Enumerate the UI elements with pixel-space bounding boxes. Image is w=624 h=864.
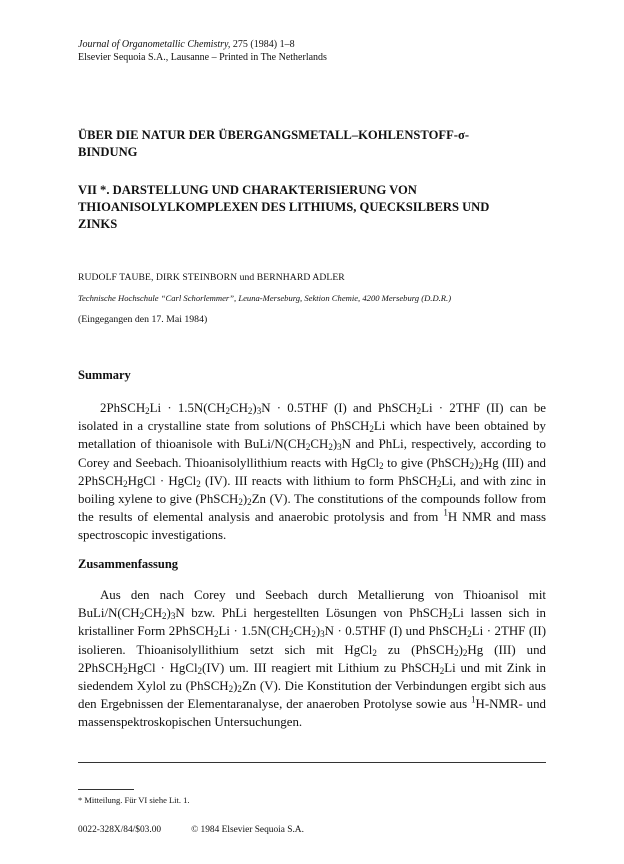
copyright: © 1984 Elsevier Sequoia S.A.	[191, 825, 304, 835]
footnote: * Mitteilung. Für VI siehe Lit. 1.	[78, 795, 190, 805]
subtitle-line: ZINKS	[78, 217, 118, 231]
title-line: BINDUNG	[78, 145, 138, 159]
summary-paragraph: 2PhSCH$_2$Li · $1.5N(CH_2CH_2)_3N \cdot 0.5THF$ (I) and PhSCH$_2$Li · 2THF (II) can be isolated in a crystalline state from solutions of PhSCH$_2$Li which have been obtained by metallation of thioanisole with BuLi/$N(CH_2CH_2)_3N$ and PhLi, respectively, according to Corey and Seebach. Thioanisolyllithium reacts with HgCl$_2$ to give $(PhSCH_2)_2Hg$ (III) and 2PhSCH$_2$HgCl · HgCl$_2$ (IV). III reacts with lithium to form PhSCH$_2$Li, and with zinc in boiling xylene to give $(PhSCH_2)_2Zn$ (V). The constitutions of the compounds follow from the results of elemental analysis and anaerobic protolysis and from $^1$H NMR and mass spectroscopic investigations.	[78, 401, 546, 543]
received-date: (Eingegangen den 17. Mai 1984)	[78, 314, 208, 325]
journal-title: Journal of Organometallic Chemistry,	[78, 39, 231, 50]
footnote-divider	[78, 789, 134, 790]
section-divider	[78, 762, 546, 763]
summary-heading: Summary	[78, 368, 131, 382]
page-footer	[78, 825, 304, 835]
subtitle-line: THIOANISOLYLKOMPLEXEN DES LITHIUMS, QUECKSILBERS UND	[78, 200, 490, 214]
article-title	[78, 127, 558, 161]
affiliation: Technische Hochschule “Carl Schorlemmer”, Leuna-Merseburg, Sektion Chemie, 4200 Merseburg (D.D.R.)	[78, 293, 452, 303]
subtitle-line: VII *. DARSTELLUNG UND CHARAKTERISIERUNG VON	[78, 183, 417, 197]
article-subtitle	[78, 182, 558, 233]
zusammenfassung-paragraph: Aus den nach Corey und Seebach durch Metallierung von Thioanisol mit BuLi/$N(CH_2CH_2)_3N$ bzw. PhLi hergestellten Lösungen von PhSCH$_2$Li lassen sich in kristalliner Form 2PhSCH$_2$Li · $1.5N(CH_2CH_2)_3N \cdot 0.5THF$ (I) und PhSCH$_2$Li · 2THF (II) isolieren. Thioanisolyllithium setzt sich mit HgCl$_2$ zu $(PhSCH_2)_2Hg$ (III) und 2PhSCH$_2$HgCl · HgCl$_2$(IV) um. III reagiert mit Lithium zu PhSCH$_2$Li und mit Zink in siedendem Xylol zu $(PhSCH_2)_2Zn$ (V). Die Konstitution der Verbindungen ergibt sich aus den Ergebnissen der Elementaranalyse, der anaeroben Protolyse sowie aus $^1$H-NMR- und massenspektroskopischen Untersuchungen.	[78, 588, 546, 730]
journal-header	[78, 38, 327, 64]
journal-issue: 275 (1984) 1–8	[232, 39, 295, 50]
issn-code: 0022-328X/84/$03.00	[78, 825, 162, 835]
journal-publisher: Elsevier Sequoia S.A., Lausanne – Printed in The Netherlands	[78, 52, 327, 63]
zusammenfassung-heading: Zusammenfassung	[78, 557, 179, 571]
authors: RUDOLF TAUBE, DIRK STEINBORN und BERNHARD ADLER	[78, 272, 345, 283]
journal-citation	[78, 38, 327, 51]
title-line: ÜBER DIE NATUR DER ÜBERGANGSMETALL–KOHLENSTOFF-σ-	[78, 128, 470, 142]
